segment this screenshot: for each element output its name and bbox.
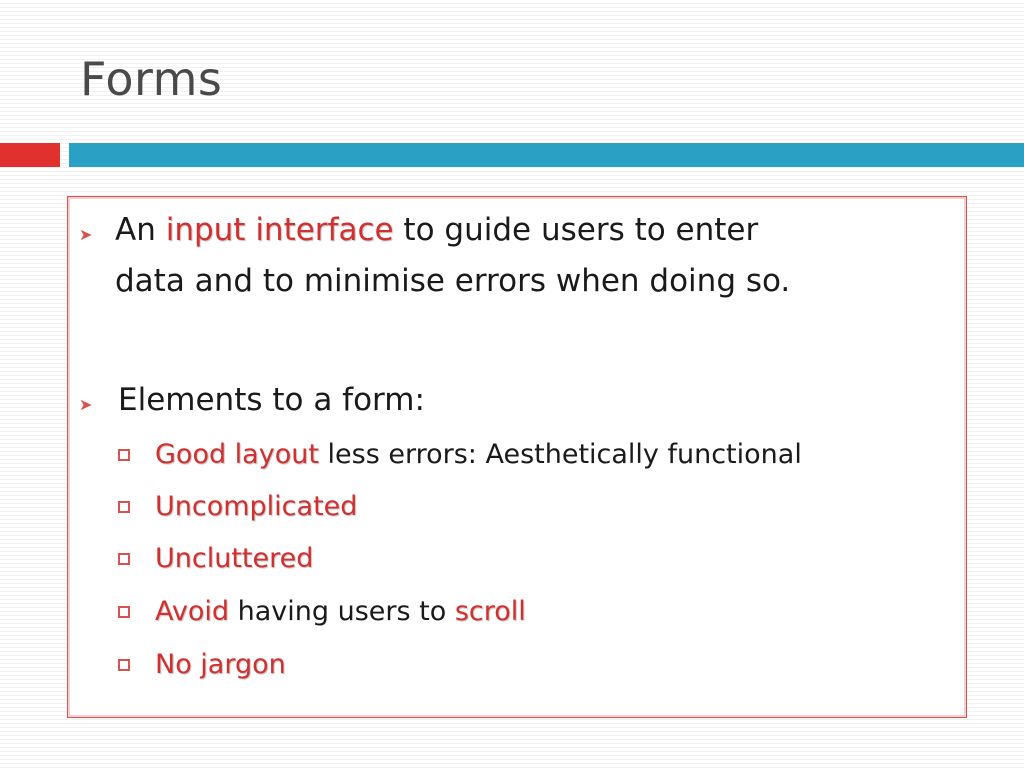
- bullet-1-line-1: [115, 208, 758, 252]
- subitem-4-middle: having users to: [229, 596, 455, 627]
- subitem-5: [155, 647, 286, 683]
- hollow-square-bullet-icon: [118, 449, 130, 461]
- bullet-2-text: Elements to a form:: [118, 382, 425, 418]
- subitem-2: [155, 489, 357, 525]
- hollow-square-bullet-icon: [118, 553, 130, 565]
- bullet-1-rest: to guide users to enter: [393, 212, 759, 248]
- title-accent-bar-blue: [69, 143, 1024, 167]
- subitem-4-highlight-2: scroll: [454, 596, 526, 627]
- title-accent-bar-red: [0, 143, 60, 167]
- subitem-2-highlight: Uncomplicated: [155, 491, 358, 522]
- subitem-5-highlight: No jargon: [155, 649, 286, 680]
- subitem-1-highlight: Good layout: [155, 439, 319, 470]
- hollow-square-bullet-icon: [118, 659, 130, 671]
- slide-title: Forms: [80, 52, 223, 106]
- hollow-square-bullet-icon: [118, 606, 130, 618]
- bullet-1-line-2: data and to minimise errors when doing so.: [115, 263, 791, 299]
- subitem-3-highlight: Uncluttered: [155, 543, 314, 574]
- bullet-1-prefix: An: [115, 212, 166, 248]
- hollow-square-bullet-icon: [118, 501, 130, 513]
- subitem-1-rest: less errors: Aesthetically functional: [318, 439, 802, 470]
- arrowhead-bullet-icon: ➤: [79, 225, 93, 244]
- subitem-4-highlight: Avoid: [155, 596, 230, 627]
- subitem-1: [155, 437, 802, 473]
- bullet-1-highlight: input interface: [165, 212, 394, 248]
- arrowhead-bullet-icon: ➤: [79, 395, 93, 414]
- subitem-4: [155, 594, 526, 630]
- subitem-3: [155, 541, 313, 577]
